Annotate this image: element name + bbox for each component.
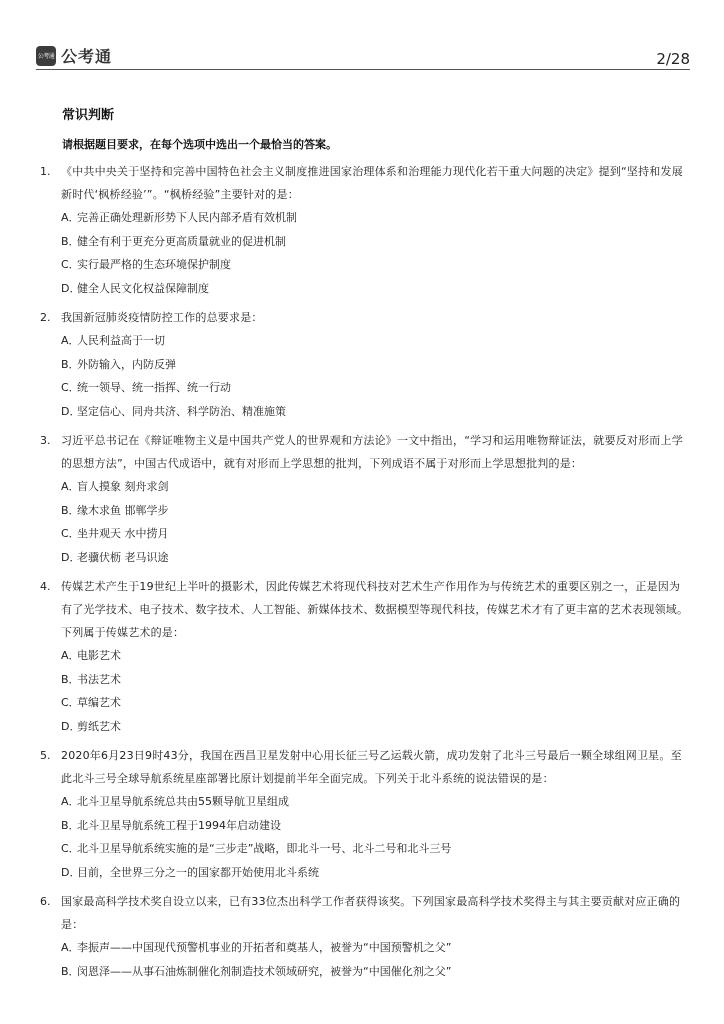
- logo: [36, 44, 112, 67]
- header-divider: [36, 69, 690, 70]
- option-b: [61, 353, 690, 377]
- question-2: [40, 306, 690, 423]
- question-number: 3.: [40, 434, 51, 447]
- option-letter: C．: [61, 842, 80, 855]
- question-stem: 传媒艺术产生于19世纪上半叶的摄影术，因此传媒艺术将现代科技对艺术生产作用作为与传统艺术的重要区别之一，正是因为有了光学技术、电子技术、数字技术、人工智能、新媒体技术、数据模型等现代科技，传媒艺术才有了更丰富的艺术表现领域。下列属于传媒艺术的是：: [61, 580, 689, 639]
- option-letter: A．: [61, 649, 80, 662]
- question-4: [40, 575, 690, 738]
- option-a: [61, 475, 690, 499]
- option-b: [61, 668, 690, 692]
- option-text: 北斗卫星导航系统总共由55颗导航卫星组成: [77, 795, 289, 808]
- option-text: 盲人摸象 刻舟求剑: [77, 480, 169, 493]
- option-letter: D．: [61, 550, 81, 564]
- option-letter: B．: [61, 503, 80, 517]
- option-text: 剪纸艺术: [77, 719, 121, 733]
- option-text: 统一领导、统一指挥、统一行动: [77, 381, 231, 394]
- option-text: 书法艺术: [77, 672, 121, 686]
- question-number: 1.: [40, 165, 51, 178]
- question-3: [40, 429, 690, 569]
- option-letter: D．: [61, 404, 81, 418]
- option-a: [61, 644, 690, 668]
- option-text: 健全人民文化权益保障制度: [77, 281, 209, 295]
- question-stem: 我国新冠肺炎疫情防控工作的总要求是：: [61, 311, 263, 324]
- option-text: 人民利益高于一切: [77, 334, 165, 347]
- question-number: 6.: [40, 895, 51, 908]
- option-letter: A．: [61, 480, 80, 493]
- option-letter: B．: [61, 234, 80, 248]
- option-c: [61, 837, 690, 861]
- option-d: [61, 546, 690, 570]
- option-letter: A．: [61, 334, 80, 347]
- option-b: [61, 499, 690, 523]
- section-title: 常识判断: [62, 108, 115, 123]
- option-letter: D．: [61, 865, 81, 879]
- option-b: [61, 960, 690, 984]
- logo-icon: 公考通: [36, 46, 56, 66]
- option-b: [61, 814, 690, 838]
- question-1: [40, 160, 690, 300]
- option-letter: C．: [61, 258, 80, 271]
- option-letter: B．: [61, 818, 80, 832]
- option-letter: A．: [61, 941, 80, 954]
- option-a: [61, 329, 690, 353]
- option-text: 坚定信心、同舟共济、科学防治、精准施策: [77, 404, 286, 418]
- question-stem: 2020年6月23日9时43分，我国在西昌卫星发射中心用长征三号乙运载火箭，成功发射了北斗三号最后一颗全球组网卫星。至此北斗三号全球导航系统星座部署比原计划提前半年全面完成。下列关于北斗系统的说法错误的是：: [61, 749, 682, 785]
- question-stem: 习近平总书记在《辩证唯物主义是中国共产党人的世界观和方法论》一文中指出，“学习和运用唯物辩证法，就要反对形而上学的思想方法”，中国古代成语中，就有对形而上学思想的批判，下列成语不属于对形而上学思想批判的是：: [61, 434, 683, 470]
- option-letter: A．: [61, 211, 80, 224]
- option-text: 缘木求鱼 邯郸学步: [77, 503, 169, 517]
- question-number: 4.: [40, 580, 51, 593]
- option-letter: B．: [61, 357, 80, 371]
- option-a: [61, 206, 690, 230]
- question-5: [40, 744, 690, 884]
- option-text: 北斗卫星导航系统实施的是“三步走”战略，即北斗一号、北斗二号和北斗三号: [77, 842, 452, 855]
- option-a: [61, 936, 690, 960]
- option-text: 闵恩泽——从事石油炼制催化剂制造技术领域研究，被誉为“中国催化剂之父”: [77, 964, 452, 978]
- option-d: [61, 715, 690, 739]
- option-text: 健全有利于更充分更高质量就业的促进机制: [77, 234, 286, 248]
- option-letter: A．: [61, 795, 80, 808]
- option-text: 目前，全世界三分之一的国家都开始使用北斗系统: [77, 865, 319, 879]
- option-letter: C．: [61, 381, 80, 394]
- option-c: [61, 253, 690, 277]
- option-d: [61, 400, 690, 424]
- question-stem: 《中共中央关于坚持和完善中国特色社会主义制度推进国家治理体系和治理能力现代化若干重大问题的决定》提到“坚持和发展新时代‘枫桥经验’”。“枫桥经验”主要针对的是：: [61, 165, 683, 201]
- option-text: 北斗卫星导航系统工程于1994年启动建设: [77, 818, 281, 832]
- option-letter: C．: [61, 527, 80, 540]
- question-number: 2.: [40, 311, 51, 324]
- option-d: [61, 277, 690, 301]
- option-text: 完善正确处理新形势下人民内部矛盾有效机制: [77, 211, 297, 224]
- page-header: [36, 44, 690, 68]
- option-c: [61, 376, 690, 400]
- option-letter: B．: [61, 964, 80, 978]
- option-text: 坐井观天 水中捞月: [77, 527, 169, 540]
- option-letter: D．: [61, 281, 81, 295]
- option-c: [61, 522, 690, 546]
- option-text: 实行最严格的生态环境保护制度: [77, 258, 231, 271]
- option-b: [61, 230, 690, 254]
- option-text: 电影艺术: [77, 649, 121, 662]
- logo-text: 公考通: [61, 47, 113, 66]
- option-text: 李振声——中国现代预警机事业的开拓者和奠基人，被誉为“中国预警机之父”: [77, 941, 452, 954]
- option-text: 外防输入，内防反弹: [77, 357, 176, 371]
- question-stem: 国家最高科学技术奖自设立以来，已有33位杰出科学工作者获得该奖。下列国家最高科学技术奖得主与其主要贡献对应正确的是：: [61, 895, 681, 931]
- option-a: [61, 790, 690, 814]
- option-d: [61, 861, 690, 885]
- page-number: 2/28: [656, 50, 690, 68]
- option-letter: B．: [61, 672, 80, 686]
- question-6: [40, 890, 690, 983]
- question-list: [40, 160, 690, 989]
- question-number: 5.: [40, 749, 51, 762]
- option-letter: D．: [61, 719, 81, 733]
- section-instructions: 请根据题目要求，在每个选项中选出一个最恰当的答案。: [62, 138, 337, 151]
- option-text: 草编艺术: [77, 696, 121, 709]
- option-text: 老骥伏枥 老马识途: [77, 550, 169, 564]
- option-letter: C．: [61, 696, 80, 709]
- option-c: [61, 691, 690, 715]
